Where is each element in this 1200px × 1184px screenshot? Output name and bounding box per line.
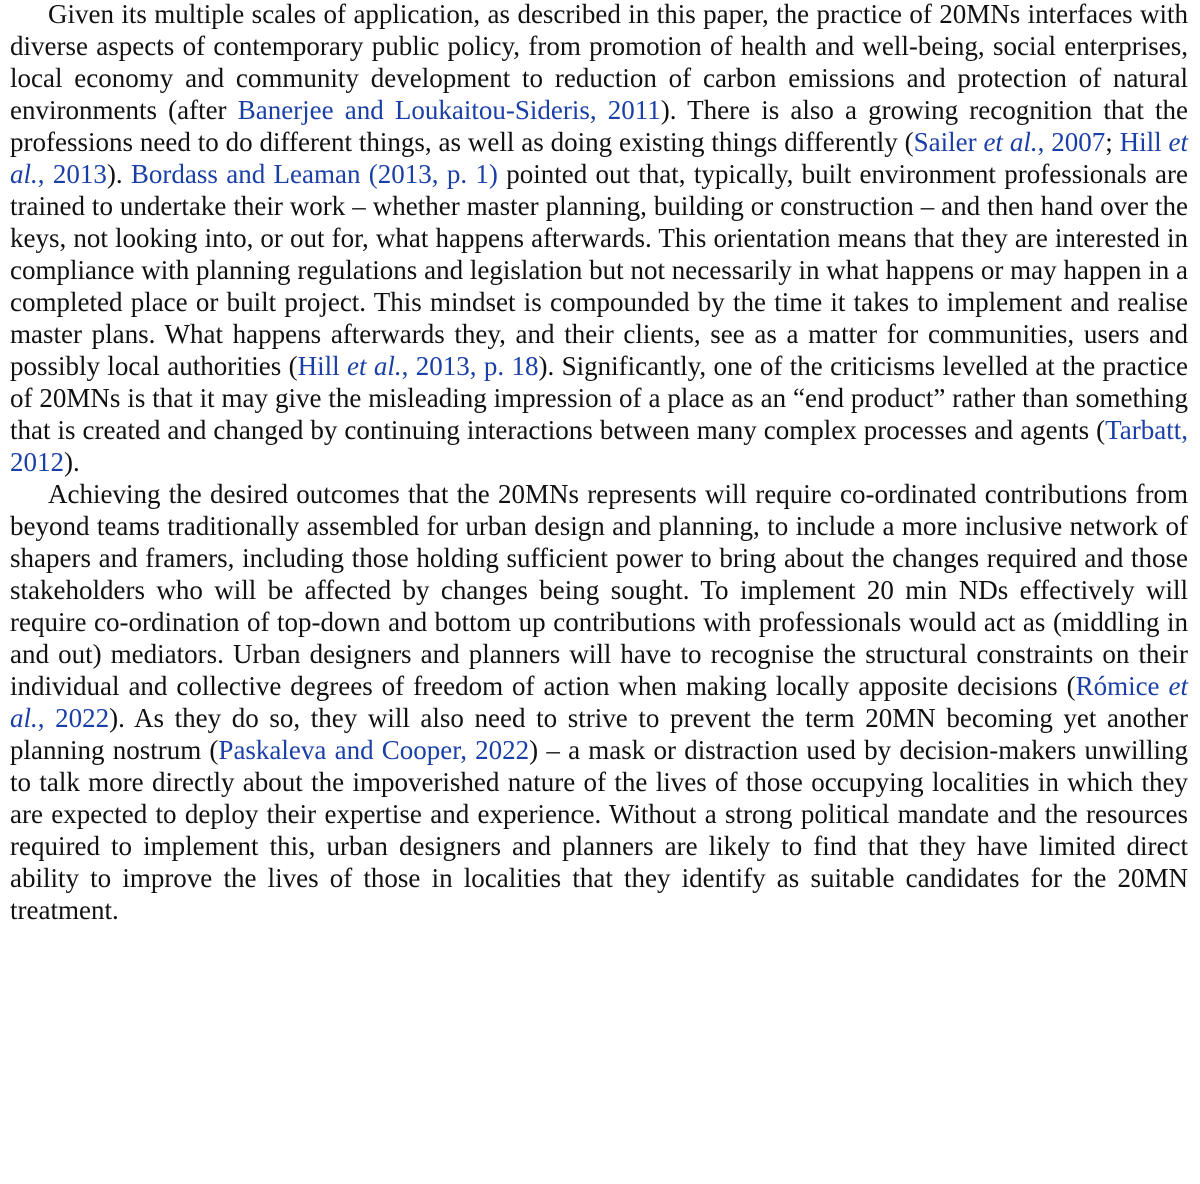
citation-bordass-leaman-2013[interactable] xyxy=(131,159,498,189)
citation-text: Sailer xyxy=(913,127,984,157)
citation-text: , 2013 xyxy=(37,159,107,189)
body-text: ). As they do so, they will also need to strive to prevent the term 20MN becoming yet another planning nostrum ( xyxy=(10,703,1188,765)
citation-italic-text: et al. xyxy=(983,127,1038,157)
body-text: ). There is also a growing recognition that the professions need to do different things, as well as doing existing things differently ( xyxy=(10,95,1188,157)
citation-sailer-2007[interactable] xyxy=(914,127,1106,157)
citation-text: , 2007 xyxy=(1037,127,1106,157)
body-text: ; xyxy=(1105,127,1120,157)
body-text: ). xyxy=(106,159,131,189)
citation-text: Paskaleva and Cooper, 2022 xyxy=(218,735,530,765)
body-text: ). Significantly, one of the criticisms levelled at the practice of 20MNs is that it may give the misleading impression of a place as an “end product” rather than something that is created and changed by continuing interactions between many complex processes and agents ( xyxy=(10,351,1188,445)
body-text: ). xyxy=(64,447,80,477)
body-text: pointed out that, typically, built environment professionals are trained to undertake their work – whether master planning, building or construction – and then hand over the keys, not looking into, or out for, what happens afterwards. This orientation means that they are interested in compliance with planning regulations and legislation but not necessarily in what happens or may happen in a completed place or built project. This mindset is compounded by the time it takes to implement and realise master plans. What happens afterwards they, and their clients, see as a matter for communities, users and possibly local authorities ( xyxy=(10,159,1188,381)
citation-banerjee-loukaitou-sideris-2011[interactable] xyxy=(238,95,661,125)
citation-text: Banerjee and Loukaitou-Sideris, 2011 xyxy=(237,95,661,125)
citation-text: Tarbatt, 2012 xyxy=(10,415,1188,477)
citation-text: Hill xyxy=(1119,127,1169,157)
citation-italic-text: et al. xyxy=(347,351,402,381)
citation-italic-text: et al. xyxy=(10,127,1188,189)
body-text: Achieving the desired outcomes that the 20MNs represents will require co-ordinated contributions from beyond teams traditionally assembled for urban design and planning, to include a more inclusive network of shapers and framers, including those holding sufficient power to bring about the changes required and those stakeholders who will be affected by changes being sought. To implement 20 min NDs effectively will require co-ordination of top-down and bottom up contributions with professionals would act as (middling in and out) mediators. Urban designers and planners will have to recognise the structural constraints on their individual and collective degrees of freedom of action when making locally apposite decisions ( xyxy=(10,479,1188,701)
body-text: Given its multiple scales of application, as described in this paper, the practice of 20MNs interfaces with diverse aspects of contemporary public policy, from promotion of health and well-being, social enterprises, local economy and community development to reduction of carbon emissions and protection of natural environments (after xyxy=(10,0,1188,125)
citation-text: Rómice xyxy=(1075,671,1169,701)
paragraph-2 xyxy=(10,478,1188,926)
citation-text: Hill xyxy=(297,351,347,381)
citation-italic-text: et al. xyxy=(10,671,1188,733)
citation-text: , 2022 xyxy=(37,703,110,733)
citation-text: , 2013, p. 18 xyxy=(401,351,539,381)
citation-hill-2013-p18[interactable] xyxy=(298,351,539,381)
citation-paskaleva-cooper-2022[interactable] xyxy=(218,735,529,765)
citation-text: Bordass and Leaman (2013, p. 1) xyxy=(130,159,498,189)
paragraph-1 xyxy=(10,0,1188,478)
body-text: ) – a mask or distraction used by decision-makers unwilling to talk more directly about the impoverished nature of the lives of those occupying localities in which they are expected to deploy their expertise and experience. Without a strong political mandate and the resources required to implement this, urban designers and planners are likely to find that they have limited direct ability to improve the lives of those in localities that they identify as suitable candidates for the 20MN treatment. xyxy=(10,735,1188,925)
